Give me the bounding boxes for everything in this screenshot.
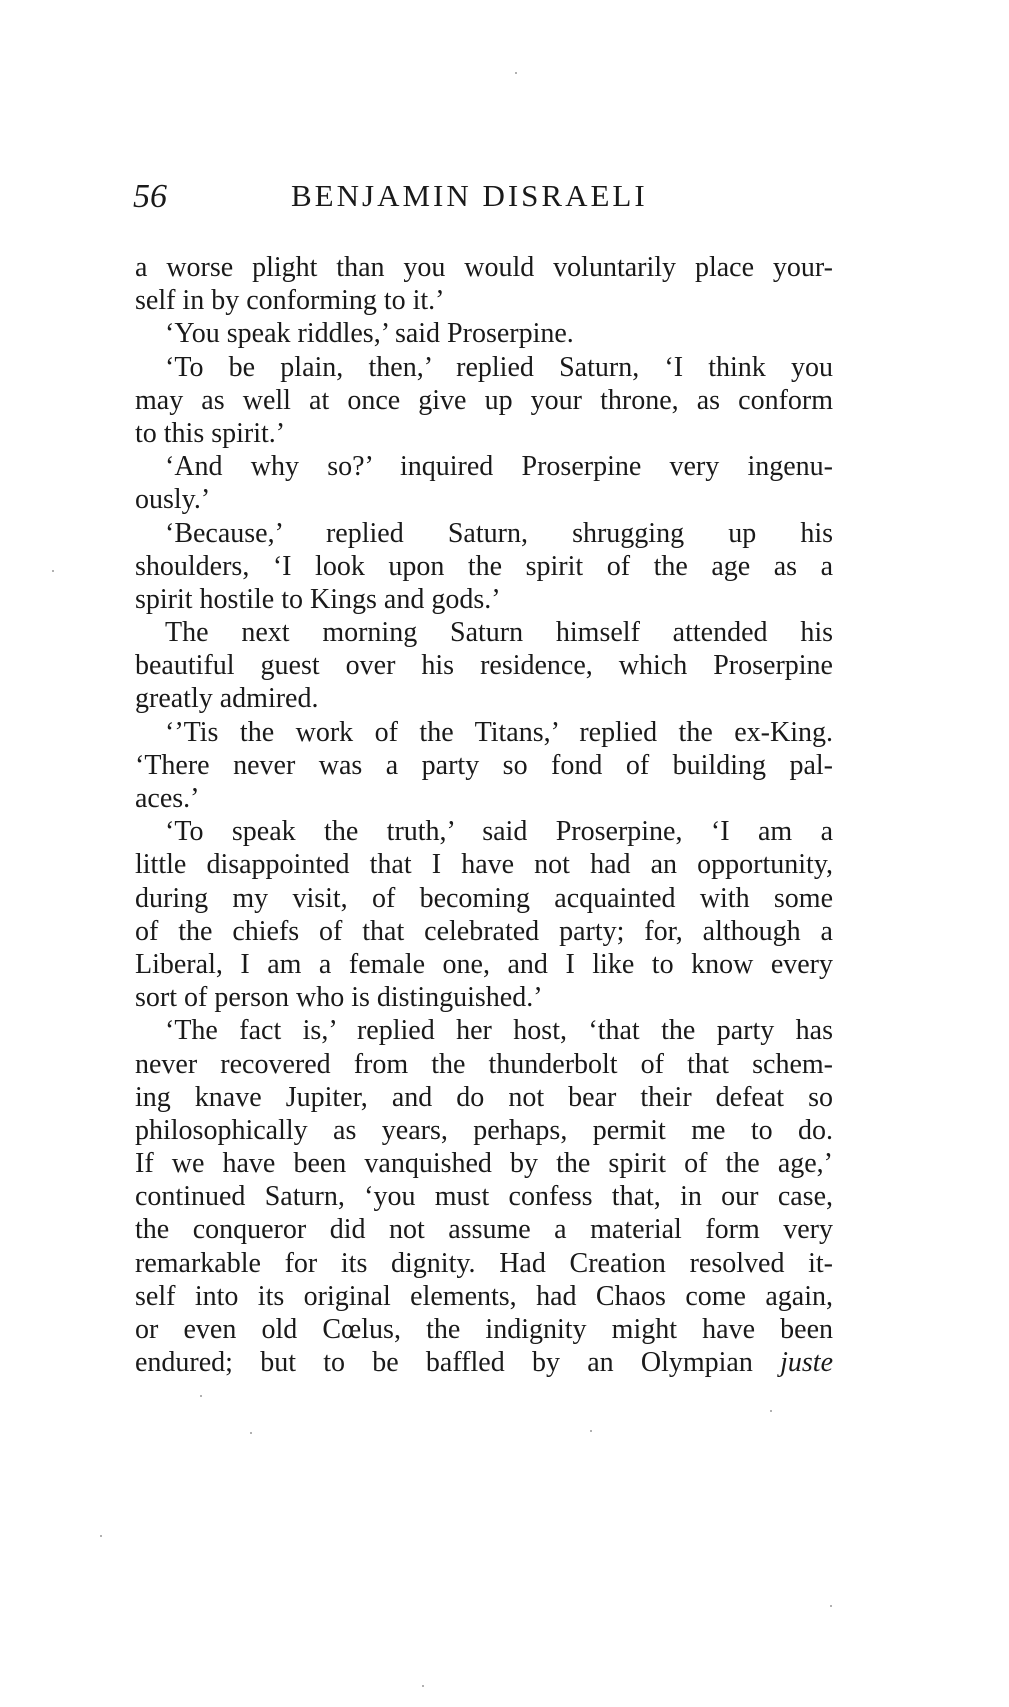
scan-speck xyxy=(52,570,54,572)
scan-speck xyxy=(590,1430,592,1432)
text-line: of the chiefs of that celebrated party; for, although a xyxy=(135,915,833,947)
body-text xyxy=(135,251,833,1379)
italic-word: juste xyxy=(780,1347,833,1379)
text-line: greatly admired. xyxy=(135,683,319,715)
text-line: little disappointed that I have not had an opportunity, xyxy=(135,849,833,881)
text-line: shoulders, ‘I look upon the spirit of the age as a xyxy=(135,550,833,582)
text-line: The next morning Saturn himself attended his xyxy=(165,617,833,649)
text-line: a worse plight than you would voluntarily place your- xyxy=(135,252,833,283)
text-line: ously.’ xyxy=(135,484,211,516)
text-line: or even old Cœlus, the indignity might have been xyxy=(135,1314,833,1345)
text-line: may as well at once give up your throne, as conform xyxy=(135,384,833,416)
text-line: ‘The fact is,’ replied her host, ‘that the party has xyxy=(165,1015,833,1047)
text-line: never recovered from the thunderbolt of that schem- xyxy=(135,1048,833,1080)
scan-speck xyxy=(100,1535,102,1537)
scan-speck xyxy=(830,1605,832,1607)
text-line: during my visit, of becoming acquainted with some xyxy=(135,882,833,914)
text-line-last xyxy=(135,1346,833,1379)
text-line: the conqueror did not assume a material form very xyxy=(135,1214,833,1246)
text-line: Liberal, I am a female one, and I like to know every xyxy=(135,948,833,980)
text-line: to this spirit.’ xyxy=(135,417,286,449)
scan-speck xyxy=(250,1432,252,1434)
text-line: If we have been vanquished by the spirit of the age,’ xyxy=(135,1148,833,1180)
text-line: ‘To be plain, then,’ replied Saturn, ‘I think you xyxy=(165,351,833,383)
text-line: spirit hostile to Kings and gods.’ xyxy=(135,583,501,615)
scan-speck xyxy=(200,1395,202,1397)
text-line: ing knave Jupiter, and do not bear their defeat so xyxy=(135,1081,833,1113)
text-line: aces.’ xyxy=(135,783,200,814)
text-line: remarkable for its dignity. Had Creation resolved it- xyxy=(135,1247,833,1279)
scan-speck xyxy=(770,1410,772,1412)
text-line: beautiful guest over his residence, which Proserpine xyxy=(135,650,833,682)
text-line: sort of person who is distinguished.’ xyxy=(135,982,543,1014)
text-line: philosophically as years, perhaps, permit me to do. xyxy=(135,1114,833,1146)
running-head: BENJAMIN DISRAELI xyxy=(291,178,648,213)
scan-speck xyxy=(422,1685,424,1687)
text-line: self in by conforming to it.’ xyxy=(135,285,445,317)
text-line: ‘There never was a party so fond of building pal- xyxy=(135,749,833,781)
scan-speck xyxy=(515,72,517,74)
page-header xyxy=(133,178,833,228)
page-number: 56 xyxy=(133,178,167,215)
text-line: self into its original elements, had Chaos come again, xyxy=(135,1280,833,1312)
text-line: ‘You speak riddles,’ said Proserpine. xyxy=(165,318,574,350)
text-line: ‘To speak the truth,’ said Proserpine, ‘I am a xyxy=(165,816,833,848)
text-line: continued Saturn, ‘you must confess that, in our case, xyxy=(135,1181,833,1213)
text-line: ‘’Tis the work of the Titans,’ replied the ex-King. xyxy=(165,716,833,748)
text-line: ‘Because,’ replied Saturn, shrugging up his xyxy=(165,517,833,549)
last-line-text: endured; but to be baffled by an Olympian xyxy=(135,1347,753,1379)
text-line: ‘And why so?’ inquired Proserpine very ingenu- xyxy=(165,451,833,483)
